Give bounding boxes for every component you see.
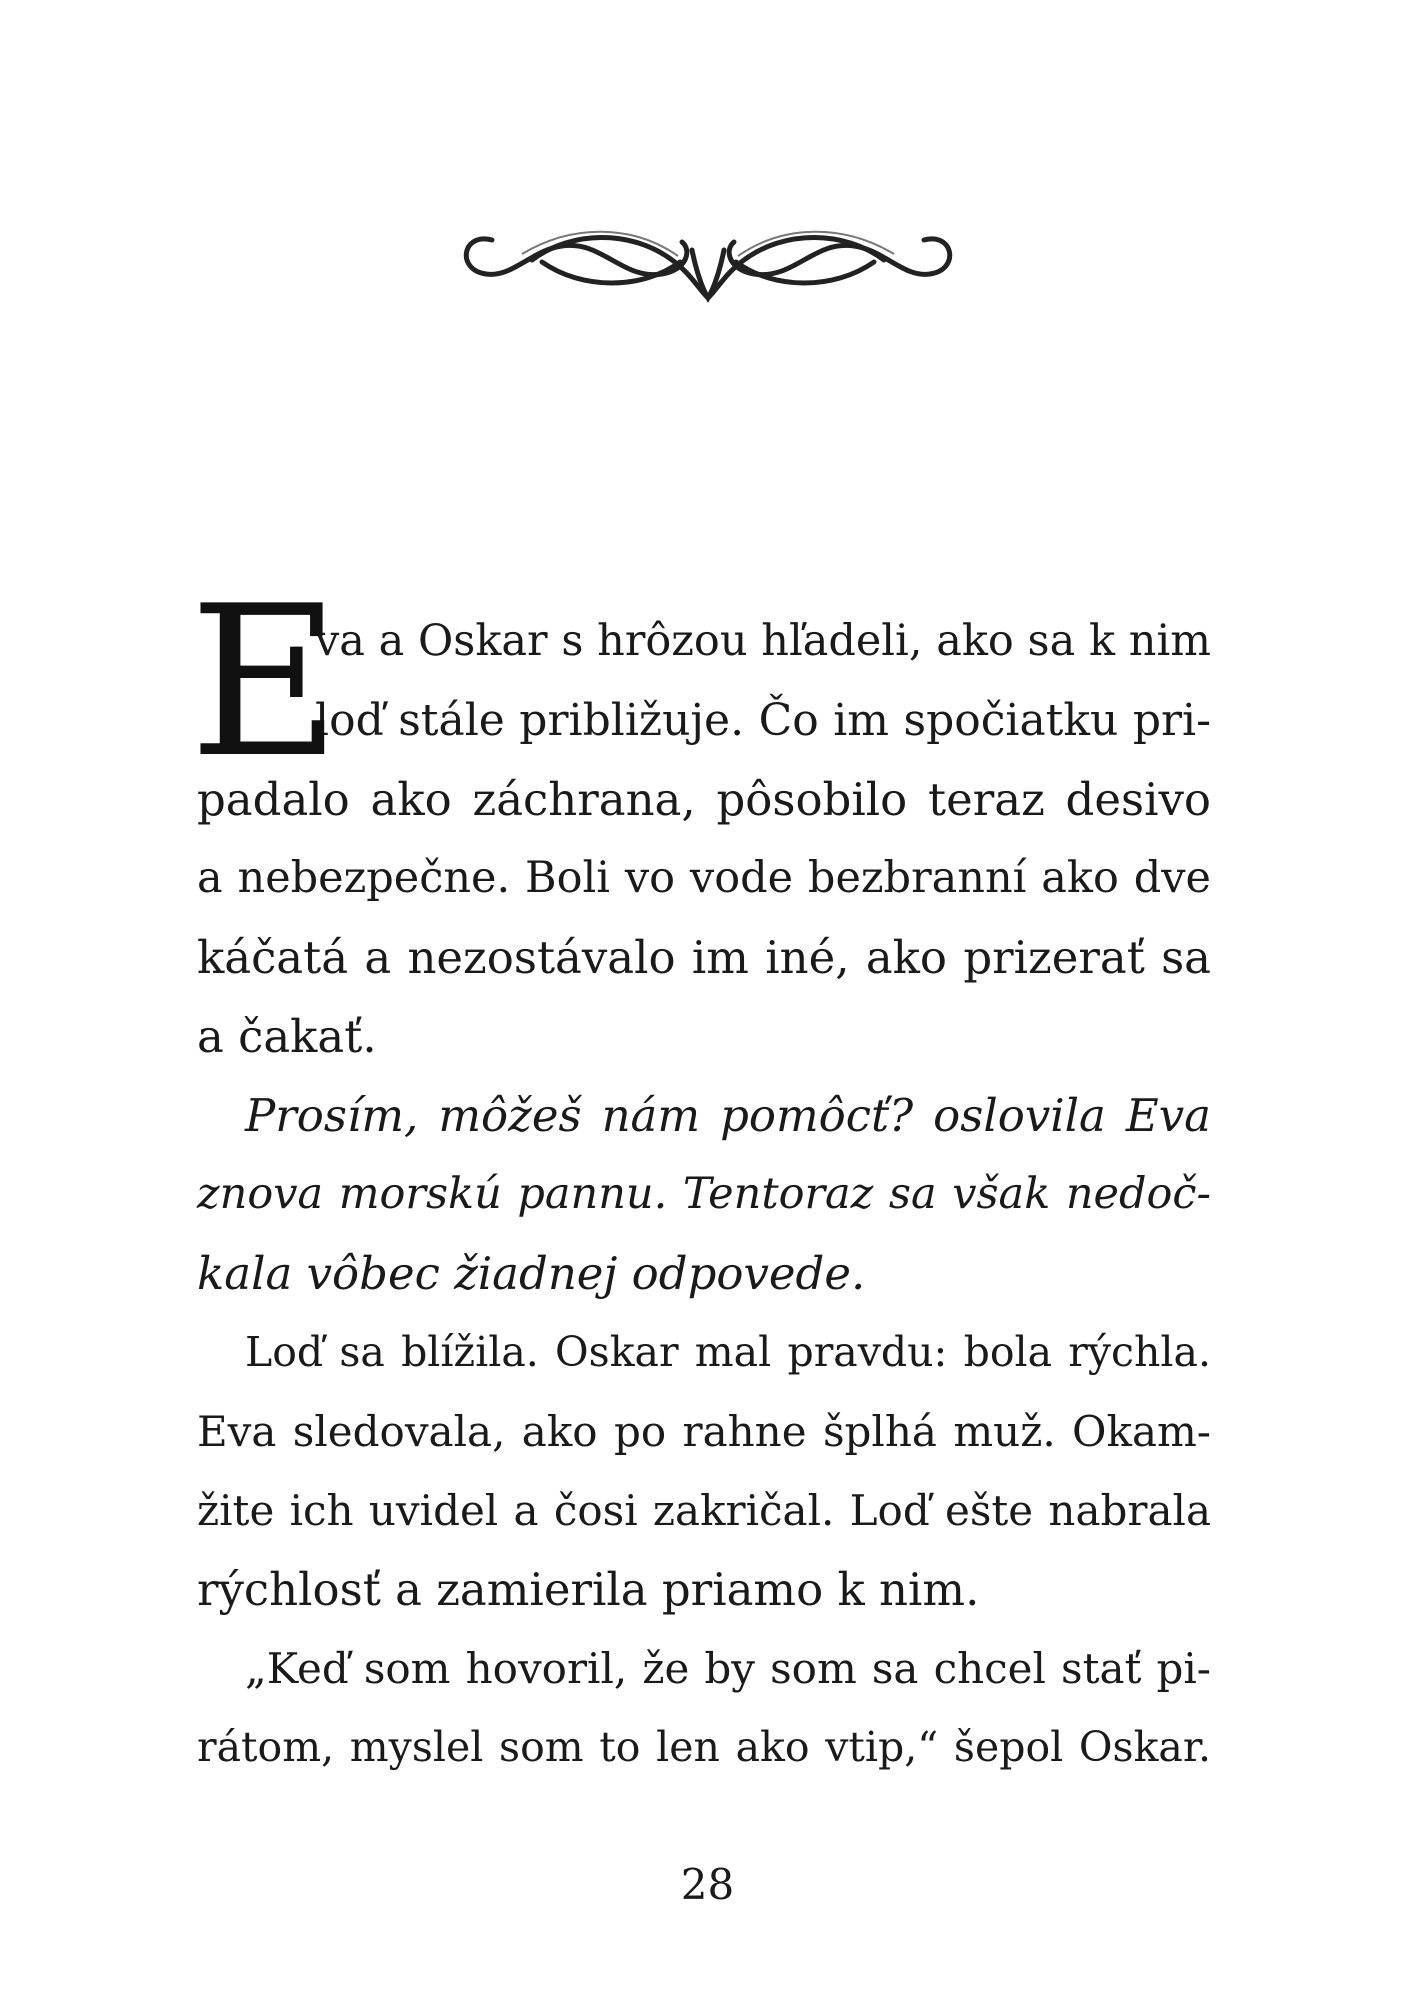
paragraph-2 <box>197 1076 1211 1313</box>
text-line: káčatá a nezostávalo im iné, ako prizerať sa <box>197 931 1211 984</box>
text-line: Prosím, môžeš nám pomôcť? oslovila Eva <box>245 1089 1211 1142</box>
text-line: žite ich uvidel a čosi zakričal. Loď ešte nabrala <box>197 1486 1211 1535</box>
text-line: a čakať. <box>197 1010 377 1063</box>
flourish-divider-icon <box>452 210 964 306</box>
paragraph-1 <box>189 562 1211 1076</box>
text-line: znova morskú pannu. Tentoraz sa však nedoč- <box>197 1169 1211 1219</box>
text-line: loď stále približuje. Čo im spočiatku pri- <box>315 695 1211 746</box>
text-line: kala vôbec žiadnej odpovede. <box>197 1247 866 1300</box>
text-line: padalo ako záchrana, pôsobilo teraz desivo <box>197 773 1211 826</box>
body-text <box>189 562 1211 1787</box>
text-line: a nebezpečne. Boli vo vode bezbranní ako dve <box>197 853 1211 903</box>
page-number: 28 <box>680 1860 735 1909</box>
text-line: rýchlosť a zamierila priamo k nim. <box>197 1563 980 1616</box>
text-line: va a Oskar s hrôzou hľadeli, ako sa k nim <box>315 616 1211 666</box>
paragraph-4 <box>197 1629 1211 1787</box>
text-line: „Keď som hovoril, že by som sa chcel stať pi- <box>245 1644 1211 1693</box>
paragraph-3 <box>197 1313 1211 1629</box>
drop-cap: E <box>189 562 341 804</box>
text-line: rátom, myslel som to len ako vtip,“ šepol Oskar. <box>197 1723 1211 1771</box>
text-line: Eva sledovala, ako po rahne šplhá muž. Okam- <box>197 1407 1211 1456</box>
text-line: Loď sa blížila. Oskar mal pravdu: bola rýchla. <box>245 1328 1211 1376</box>
